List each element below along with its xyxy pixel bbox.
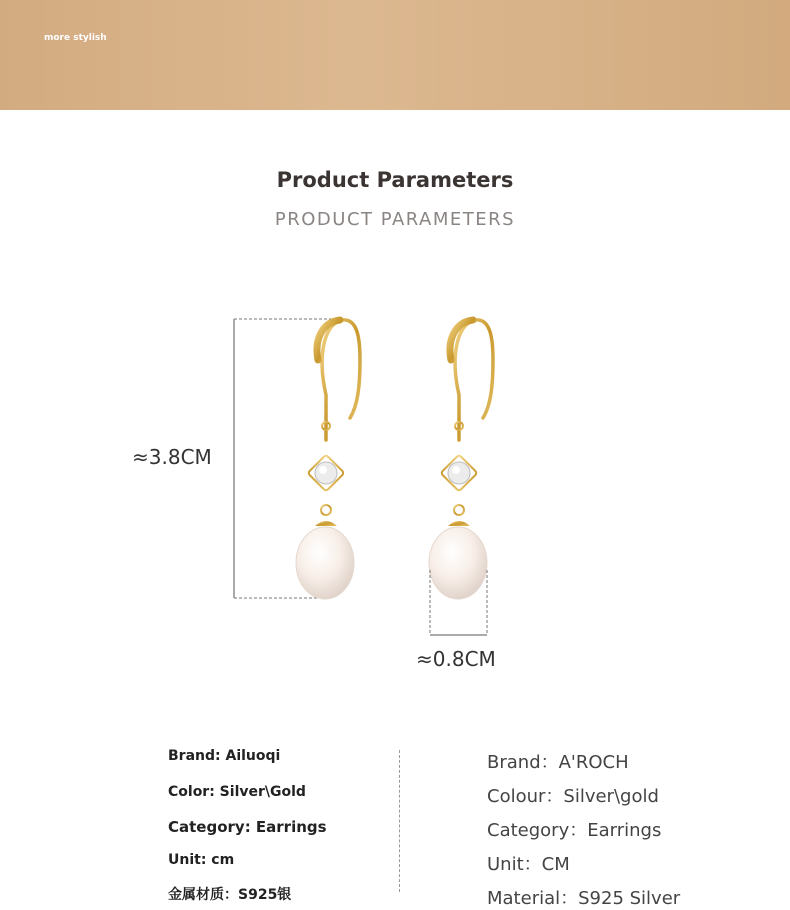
spec-unit-alt: Unit：CM: [487, 854, 570, 875]
page-title: Product Parameters: [276, 168, 514, 192]
width-dimension-label: ≈0.8CM: [416, 647, 496, 671]
column-divider: [399, 750, 400, 892]
spec-unit: Unit: cm: [168, 852, 235, 868]
right-earring: [429, 320, 493, 599]
spec-material: 金属材质：S925银: [168, 887, 292, 903]
spec-category: Category: Earrings: [168, 818, 327, 836]
left-earring: [296, 320, 360, 599]
spec-material-alt: Material：S925 Silver: [487, 888, 681, 909]
height-dimension-label: ≈3.8CM: [132, 445, 212, 469]
spec-brand-alt: Brand：A'ROCH: [487, 752, 629, 773]
spec-category-alt: Category：Earrings: [487, 820, 662, 841]
page-subtitle: PRODUCT PARAMETERS: [274, 209, 516, 230]
spec-colour-alt: Colour：Silver\gold: [487, 786, 659, 807]
banner-tagline: more stylish: [44, 33, 107, 43]
spec-brand: Brand: Ailuoqi: [168, 748, 281, 764]
spec-color: Color: Silver\Gold: [168, 784, 306, 800]
